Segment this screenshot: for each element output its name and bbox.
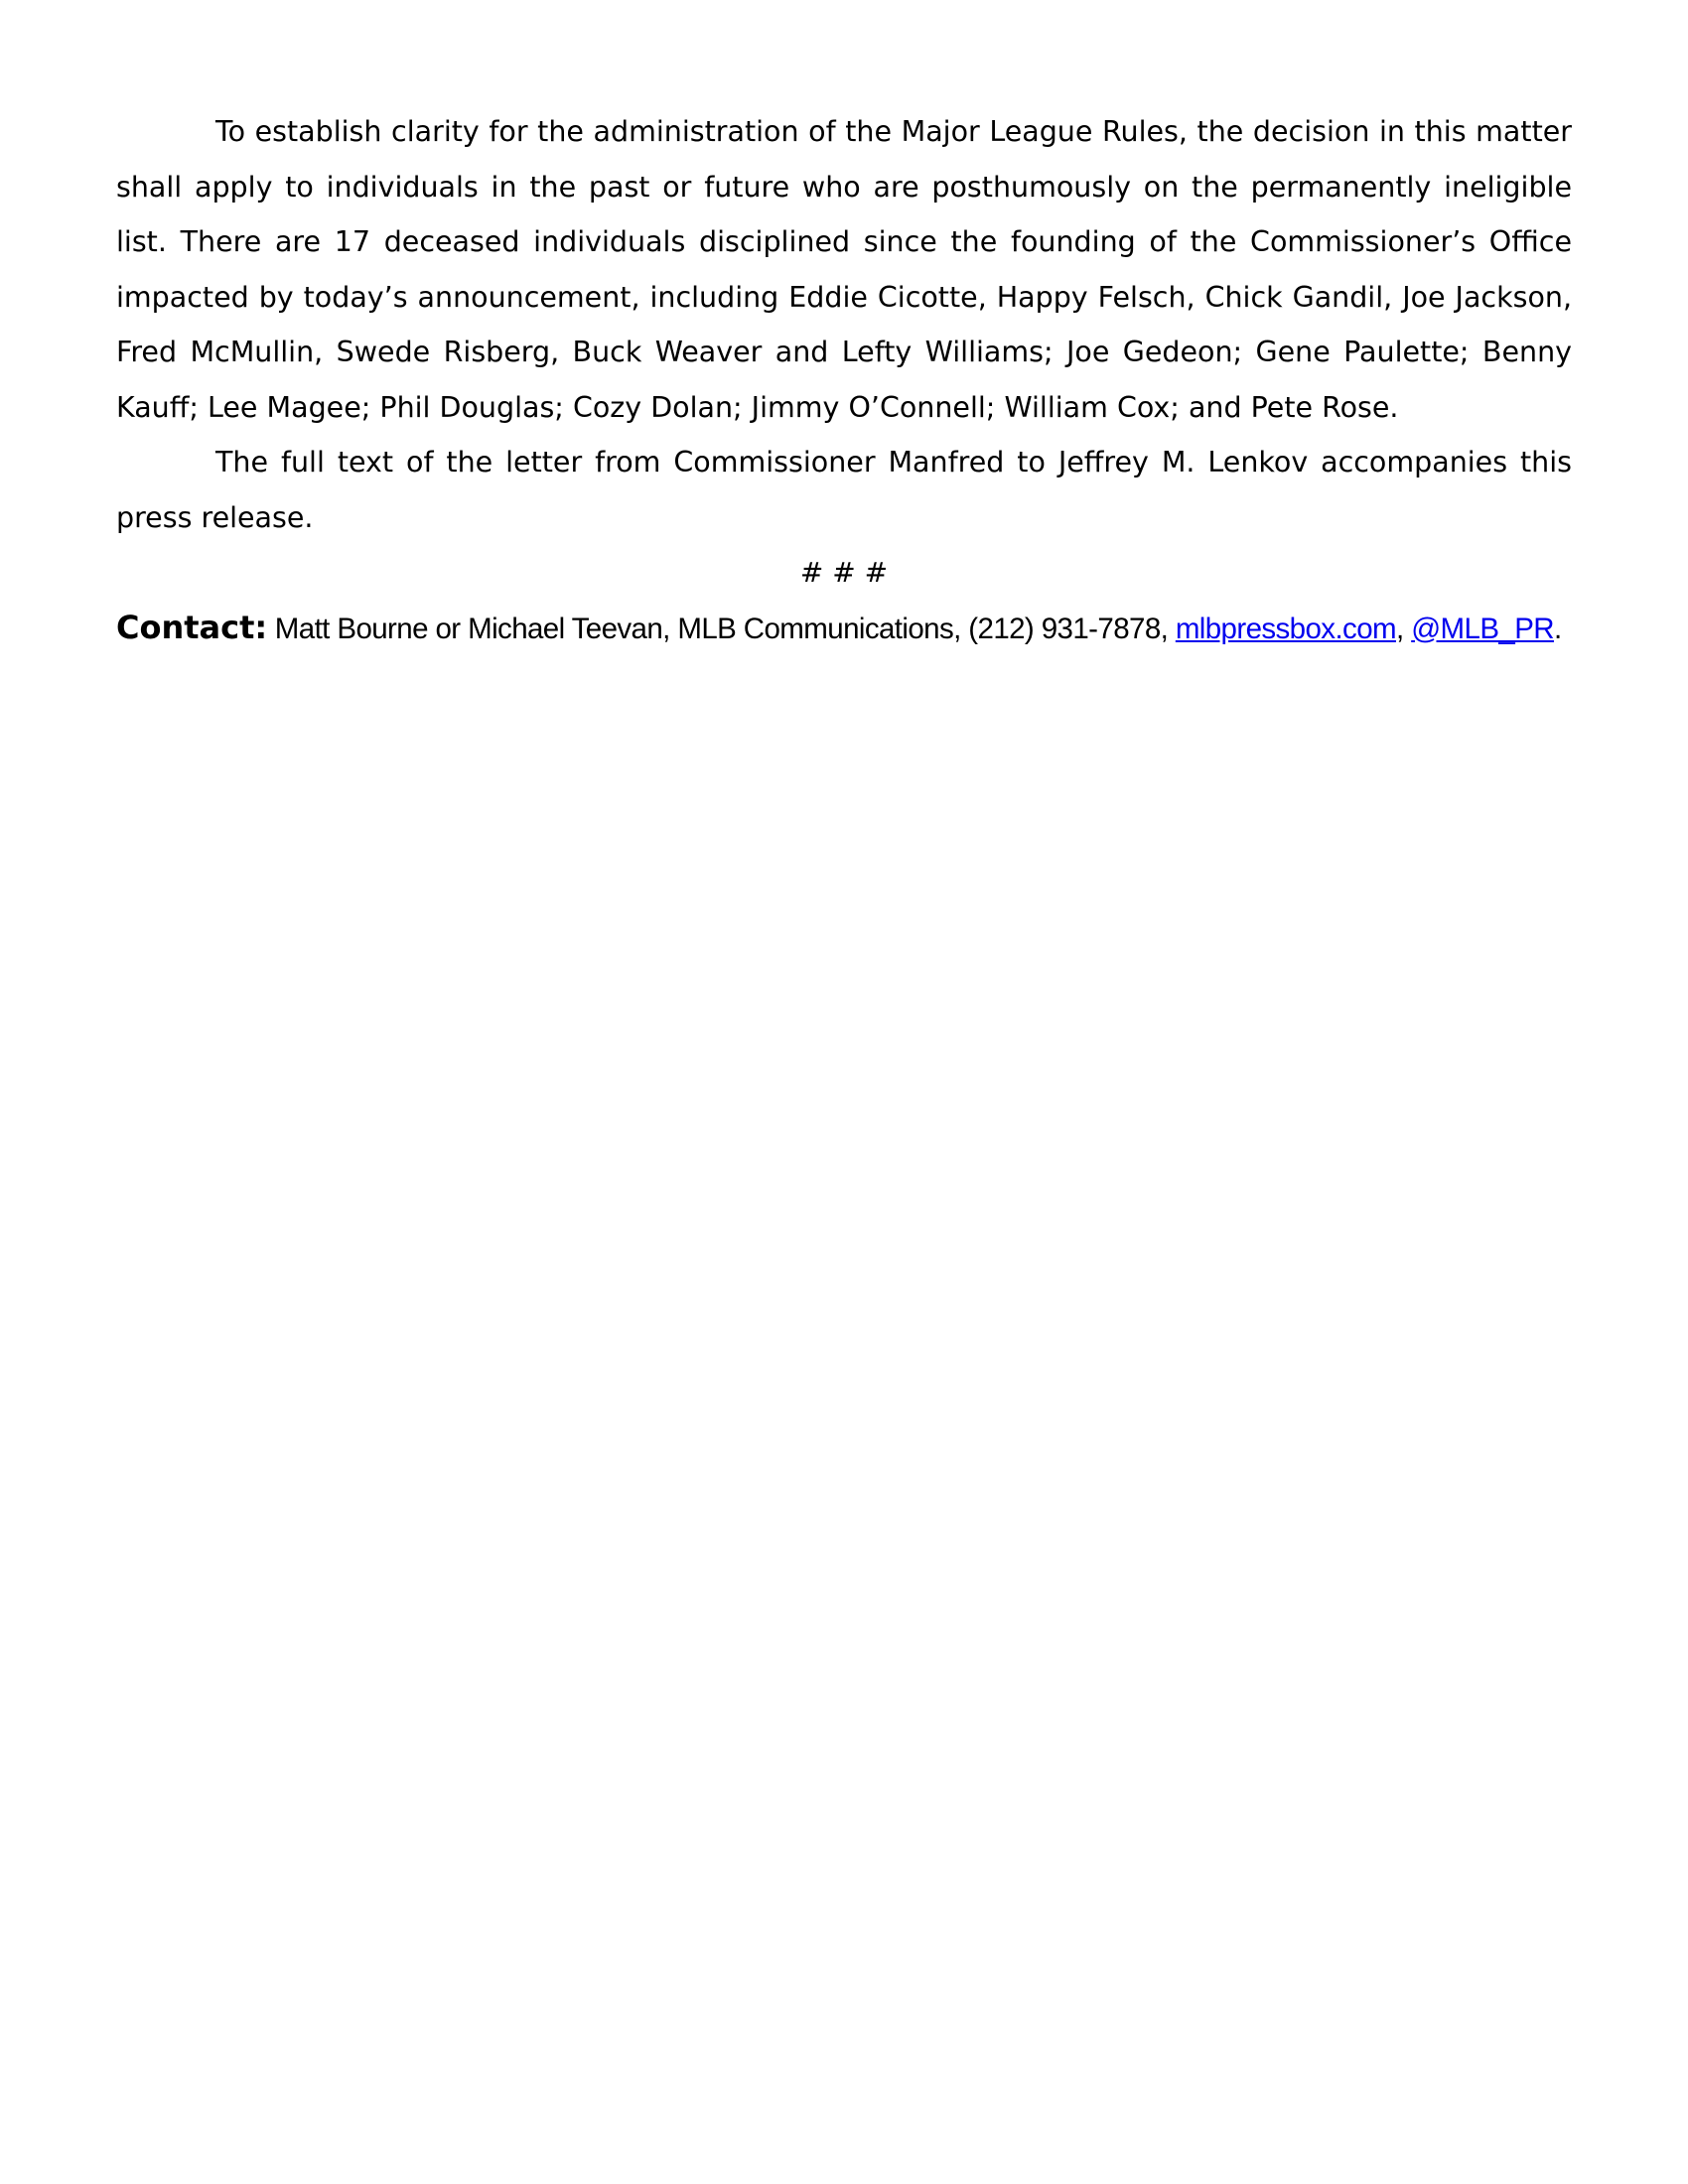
link-separator: , xyxy=(1395,612,1412,645)
paragraph-clarity: To establish clarity for the administration of the Major League Rules, the decision in this matter shall apply to individuals in the past or future who are posthumously on the permanently ineligible list. There are 17 deceased individuals disciplined since the founding of the Commissioner’s Office impacted by today’s announcement, including Eddie Cicotte, Happy Felsch, Chick Gandil, Joe Jackson, Fred McMullin, Swede Risberg, Buck Weaver and Lefty Williams; Joe Gedeon; Gene Paulette; Benny Kauff; Lee Magee; Phil Douglas; Cozy Dolan; Jimmy O’Connell; William Cox; and Pete Rose. xyxy=(116,115,1572,424)
contact-line xyxy=(116,601,1572,657)
mlb-pr-link[interactable]: @MLB_PR xyxy=(1411,612,1554,645)
contact-text: Matt Bourne or Michael Teevan, MLB Communications, (212) 931-7878, xyxy=(267,612,1176,645)
press-release-body xyxy=(116,104,1572,656)
contact-end: . xyxy=(1553,612,1562,645)
paragraph-letter: The full text of the letter from Commissioner Manfred to Jeffrey M. Lenkov accompanies this press release. xyxy=(116,446,1572,534)
contact-label: Contact: xyxy=(116,608,268,646)
end-separator: # # # xyxy=(799,556,889,589)
mlbpressbox-link[interactable]: mlbpressbox.com xyxy=(1175,612,1396,645)
